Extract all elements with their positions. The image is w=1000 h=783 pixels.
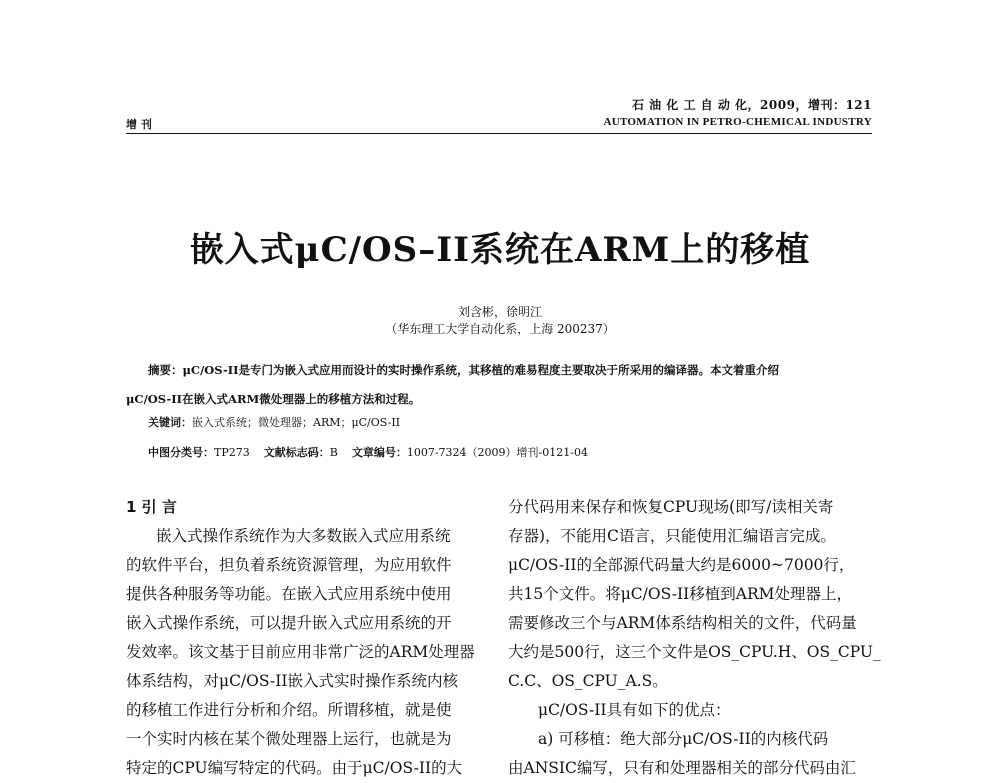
body-line: C.C、OS_CPU_A.S。: [508, 672, 668, 690]
left-column: [126, 493, 488, 783]
issue-info: 2009，增刊：121: [760, 98, 872, 112]
abstract-line-2: μC/OS-II在嵌入式ARM微处理器上的移植方法和过程。: [126, 392, 421, 406]
journal-header: 石 油 化 工 自 动 化，2009，增刊：121: [631, 98, 872, 112]
body-line: 发效率。该文基于目前应用非常广泛的ARM处理器: [126, 643, 475, 661]
right-column: [508, 493, 881, 783]
body-line: 需要修改三个与ARM体系结构相关的文件，代码量: [508, 614, 857, 632]
body-line: 提供各种服务等功能。在嵌入式应用系统中使用: [126, 585, 452, 603]
abstract: [126, 356, 872, 414]
body-line: 嵌入式操作系统，可以提升嵌入式应用系统的开: [126, 614, 452, 632]
body-line: 嵌入式操作系统作为大多数嵌入式应用系统: [156, 527, 451, 545]
body-line: 分代码用来保存和恢复CPU现场(即写/读相关寄: [508, 498, 834, 516]
keywords: [148, 414, 400, 430]
authors: 刘含彬，徐明江: [457, 305, 542, 319]
journal-name-cn: 石 油 化 工 自 动 化: [631, 98, 748, 112]
abstract-line-1: μC/OS-II是专门为嵌入式应用而设计的实时操作系统，其移植的难易程度主要取决于所采用的编译器。本文着重介绍: [182, 363, 780, 377]
supplement-label: 增 刊: [126, 118, 152, 131]
section-heading: 1 引 言: [126, 498, 177, 516]
classification: [148, 444, 588, 460]
body-line: 共15个文件。将μC/OS-II移植到ARM处理器上，: [508, 585, 852, 603]
doc-code-label: 文献标志码：: [263, 446, 330, 459]
body-line: a) 可移植：绝大部分μC/OS-II的内核代码: [538, 730, 829, 748]
body-line: 一个实时内核在某个微处理器上运行，也就是为: [126, 730, 452, 748]
body-line: μC/OS-II的全部源代码量大约是6000~7000行，: [508, 556, 855, 574]
clc-label: 中图分类号：: [148, 446, 214, 459]
article-number-label: 文章编号：: [351, 446, 407, 459]
keywords-label: 关键词：: [148, 416, 192, 429]
body-line: 存器)，不能用C语言，只能使用汇编语言完成。: [508, 527, 836, 545]
header-rule: [126, 133, 872, 134]
journal-name-en: AUTOMATION IN PETRO-CHEMICAL INDUSTRY: [603, 116, 872, 128]
clc-value: TP273: [214, 446, 250, 459]
body-line: 体系结构，对μC/OS-II嵌入式实时操作系统内核: [126, 672, 459, 690]
keywords-value: 嵌入式系统；微处理器；ARM；μC/OS-II: [192, 416, 401, 429]
body-line: 特定的CPU编写特定的代码。由于μC/OS-II的大: [126, 759, 463, 777]
body-line: 由ANSIC编写，只有和处理器相关的部分代码由汇: [508, 759, 856, 777]
body-line: 大约是500行，这三个文件是OS_CPU.H、OS_CPU_: [508, 643, 881, 661]
abstract-label: 摘要：: [148, 363, 183, 377]
paper-title: 嵌入式μC/OS–II系统在ARM上的移植: [189, 230, 811, 270]
doc-code-value: B: [329, 446, 338, 459]
body-line: 的移植工作进行分析和介绍。所谓移植，就是使: [126, 701, 452, 719]
affiliation: （华东理工大学自动化系，上海 200237）: [385, 322, 615, 336]
article-number-value: 1007-7324（2009）增刊-0121-04: [406, 446, 588, 459]
body-line: μC/OS-II具有如下的优点：: [538, 701, 731, 719]
body-line: 的软件平台，担负着系统资源管理，为应用软件: [126, 556, 452, 574]
